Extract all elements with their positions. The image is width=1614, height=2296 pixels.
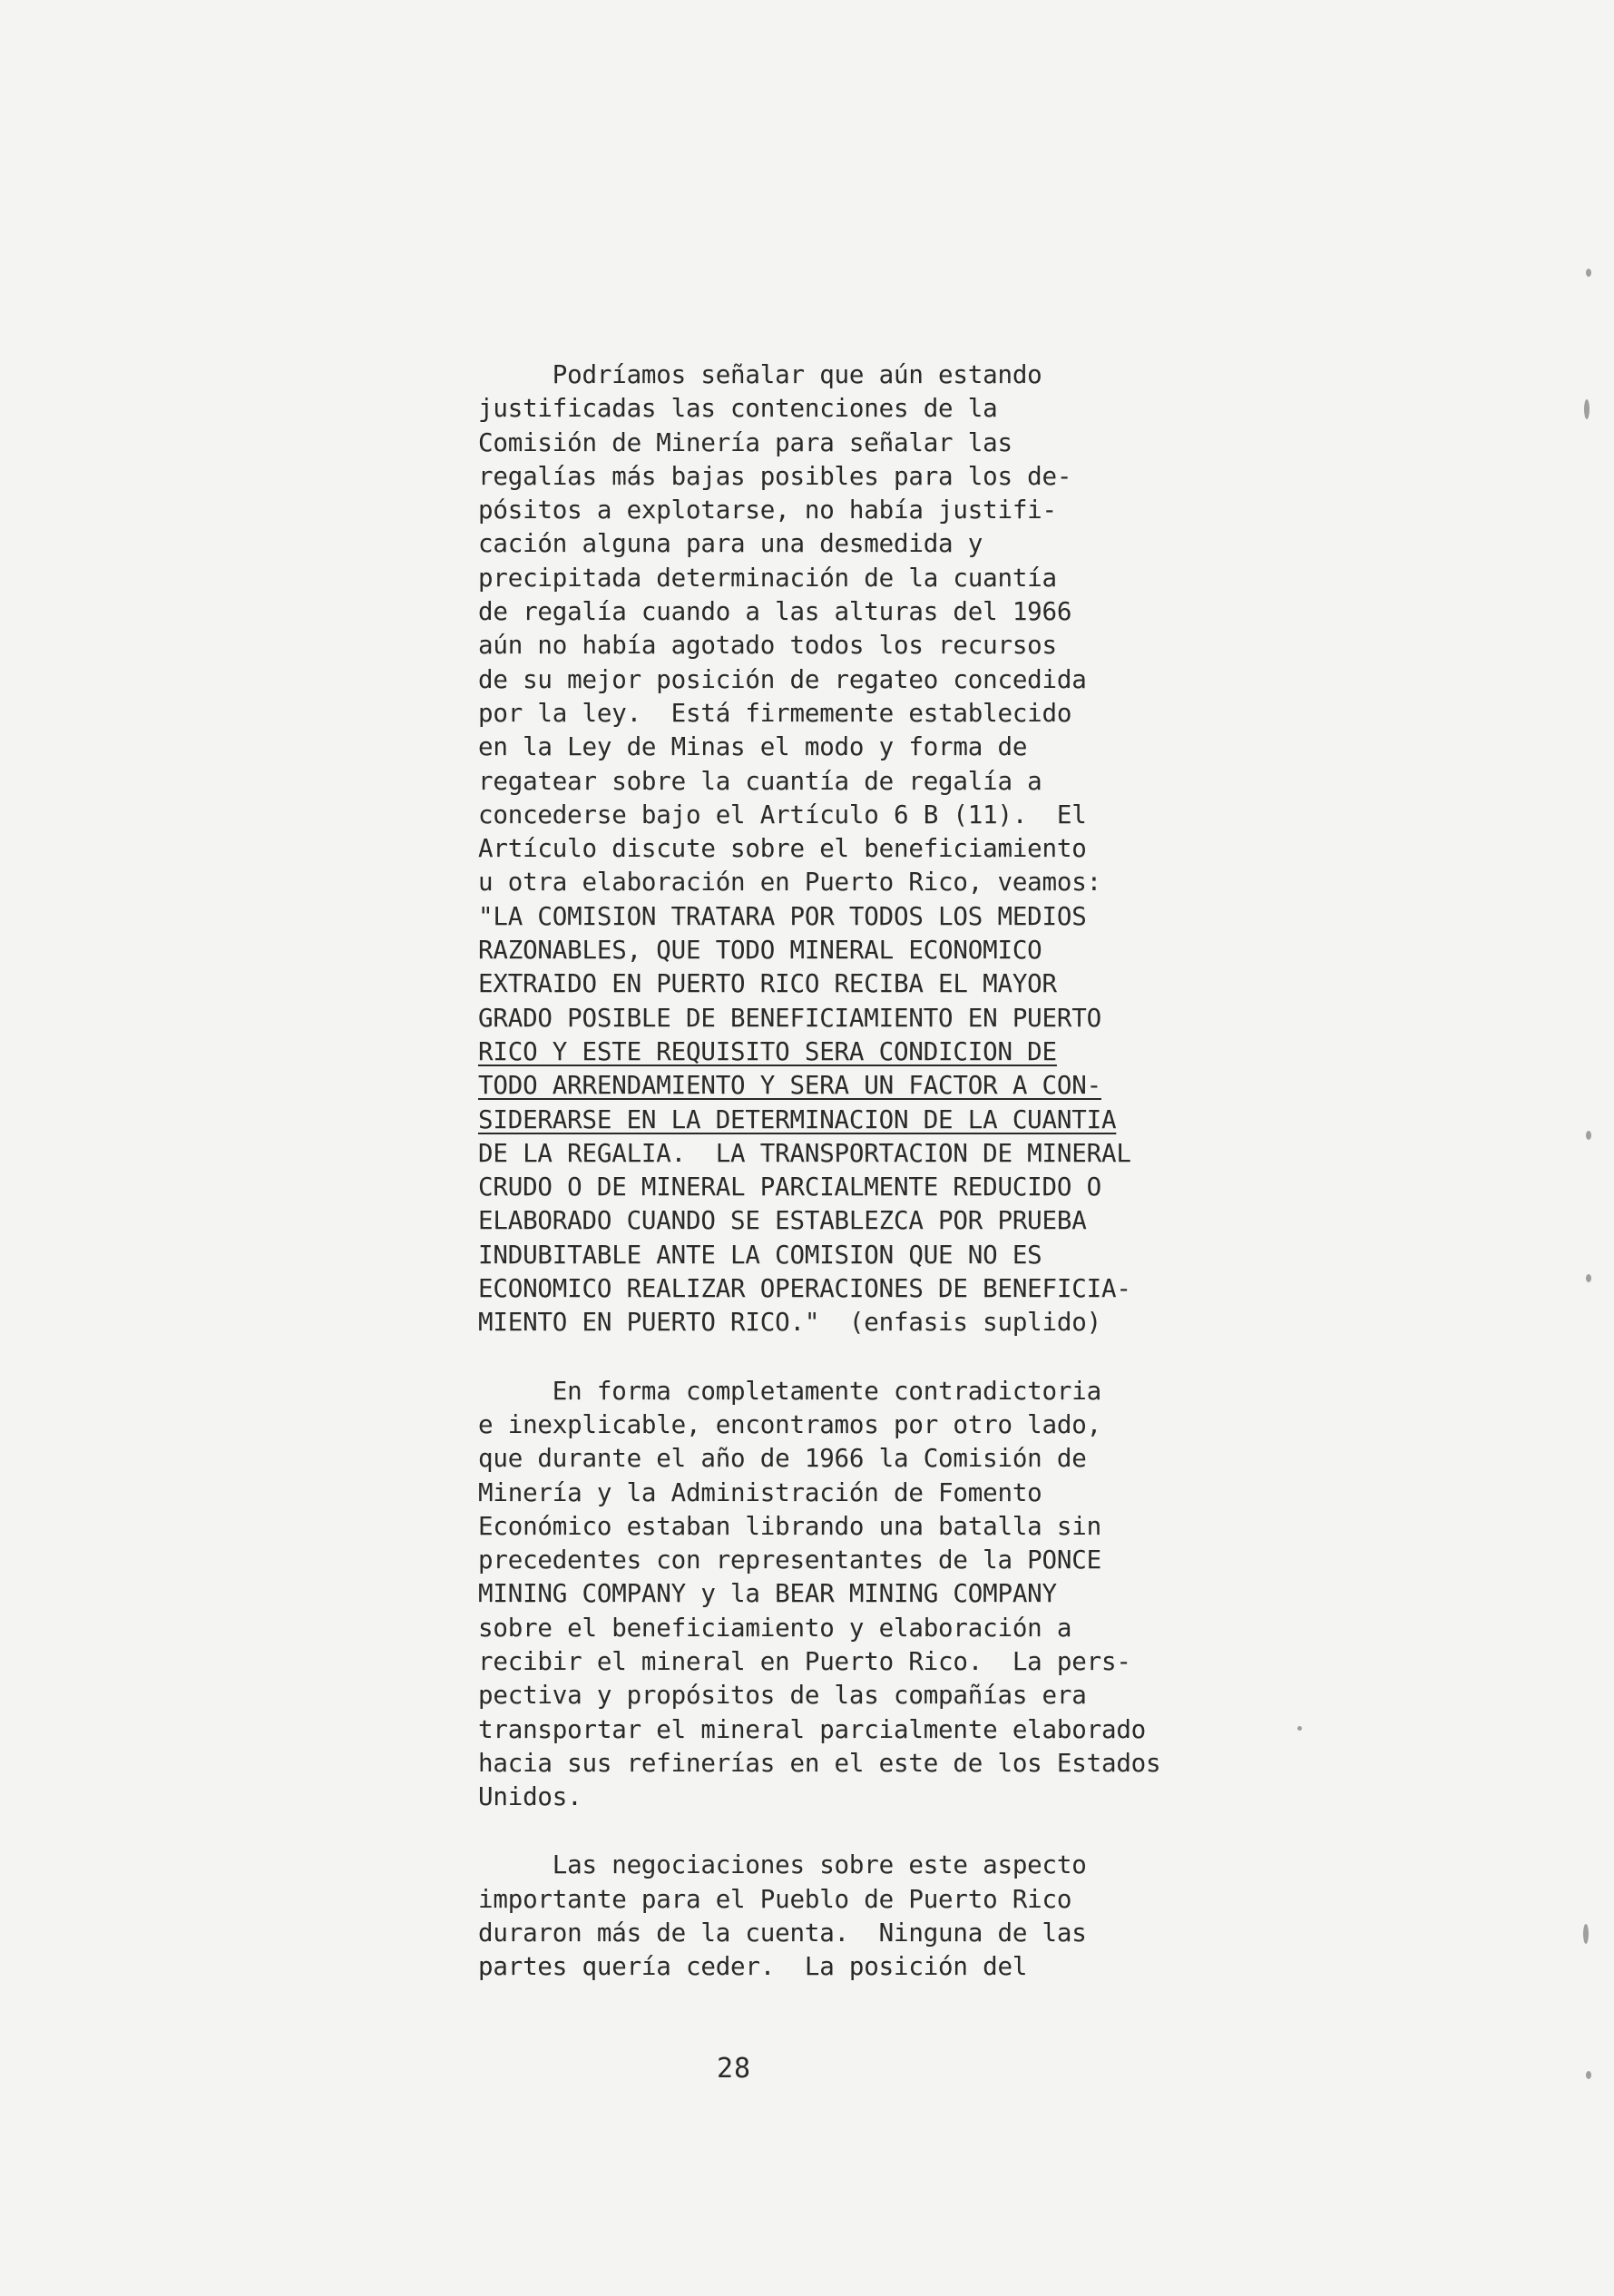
scan-speck (1586, 269, 1591, 277)
text-line: TODO ARRENDAMIENTO Y SERA UN FACTOR A CON- (478, 1071, 1101, 1101)
text-line: pectiva y propósitos de las compañías era (478, 1681, 1087, 1711)
text-line: Las negociaciones sobre este aspecto (478, 1850, 1087, 1880)
text-line: por la ley. Está firmemente establecido (478, 698, 1072, 728)
text-line: RAZONABLES, QUE TODO MINERAL ECONOMICO (478, 936, 1042, 966)
text-line: DE LA REGALIA. LA TRANSPORTACION DE MINERAL (478, 1138, 1131, 1168)
body-text (478, 358, 1258, 1985)
text-line: CRUDO O DE MINERAL PARCIALMENTE REDUCIDO O (478, 1173, 1101, 1202)
text-line: importante para el Pueblo de Puerto Rico (478, 1884, 1072, 1914)
text-line: regalías más bajas posibles para los de- (478, 461, 1072, 491)
text-line: duraron más de la cuenta. Ninguna de las (478, 1918, 1087, 1948)
text-line: MIENTO EN PUERTO RICO." (enfasis suplido) (478, 1308, 1101, 1338)
text-line: hacia sus refinerías en el este de los Estados (478, 1748, 1161, 1778)
scan-speck (1297, 1726, 1302, 1731)
text-line: "LA COMISION TRATARA POR TODOS LOS MEDIOS (478, 901, 1087, 931)
text-line: que durante el año de 1966 la Comisión de (478, 1444, 1087, 1474)
text-line: aún no había agotado todos los recursos (478, 631, 1057, 661)
text-line: INDUBITABLE ANTE LA COMISION QUE NO ES (478, 1240, 1042, 1270)
text-line: regatear sobre la cuantía de regalía a (478, 766, 1042, 796)
text-line: transportar el mineral parcialmente elaborado (478, 1714, 1147, 1744)
text-line: u otra elaboración en Puerto Rico, veamos: (478, 868, 1101, 898)
text-line: concederse bajo el Artículo 6 B (11). El (478, 800, 1087, 829)
text-line: Artículo discute sobre el beneficiamiento (478, 834, 1087, 864)
text-line: SIDERARSE EN LA DETERMINACION DE LA CUANTIA (478, 1104, 1117, 1134)
text-line: recibir el mineral en Puerto Rico. La pers- (478, 1646, 1131, 1676)
text-line: Unidos. (478, 1782, 582, 1812)
text-line: MINING COMPANY y la BEAR MINING COMPANY (478, 1579, 1057, 1609)
scan-speck (1586, 1274, 1591, 1282)
text-line: RICO Y ESTE REQUISITO SERA CONDICION DE (478, 1036, 1057, 1066)
text-line: e inexplicable, encontramos por otro lado, (478, 1409, 1101, 1439)
paragraph-gap (478, 1340, 1258, 1375)
scan-speck (1586, 1131, 1591, 1140)
paragraph (478, 358, 1258, 1340)
scan-speck (1583, 1924, 1589, 1944)
scan-speck (1586, 2071, 1591, 2079)
page-number: 28 (717, 2053, 752, 2085)
text-line: Comisión de Minería para señalar las (478, 427, 1012, 457)
text-line: EXTRAIDO EN PUERTO RICO RECIBA EL MAYOR (478, 969, 1057, 999)
scan-speck (1584, 399, 1590, 419)
paragraph (478, 1375, 1258, 1815)
paragraph-gap (478, 1814, 1258, 1849)
text-line: ECONOMICO REALIZAR OPERACIONES DE BENEFICIA- (478, 1274, 1131, 1304)
text-line: partes quería ceder. La posición del (478, 1952, 1028, 1982)
text-line: GRADO POSIBLE DE BENEFICIAMIENTO EN PUERTO (478, 1003, 1101, 1033)
text-line: de regalía cuando a las alturas del 1966 (478, 597, 1072, 627)
text-line: precedentes con representantes de la PONCE (478, 1545, 1101, 1575)
paragraph (478, 1849, 1258, 1984)
text-line: Minería y la Administración de Fomento (478, 1477, 1042, 1507)
text-line: ELABORADO CUANDO SE ESTABLEZCA POR PRUEBA (478, 1206, 1087, 1236)
text-line: justificadas las contenciones de la (478, 394, 998, 424)
text-line: En forma completamente contradictoria (478, 1376, 1101, 1406)
text-line: Económico estaban librando una batalla sin (478, 1511, 1101, 1541)
text-line: cación alguna para una desmedida y (478, 529, 983, 559)
text-line: en la Ley de Minas el modo y forma de (478, 732, 1028, 762)
text-line: pósitos a explotarse, no había justifi- (478, 496, 1057, 525)
text-line: de su mejor posición de regateo concedida (478, 664, 1087, 694)
text-line: precipitada determinación de la cuantía (478, 563, 1057, 593)
text-line: Podríamos señalar que aún estando (478, 360, 1042, 389)
text-line: sobre el beneficiamiento y elaboración a (478, 1613, 1072, 1643)
